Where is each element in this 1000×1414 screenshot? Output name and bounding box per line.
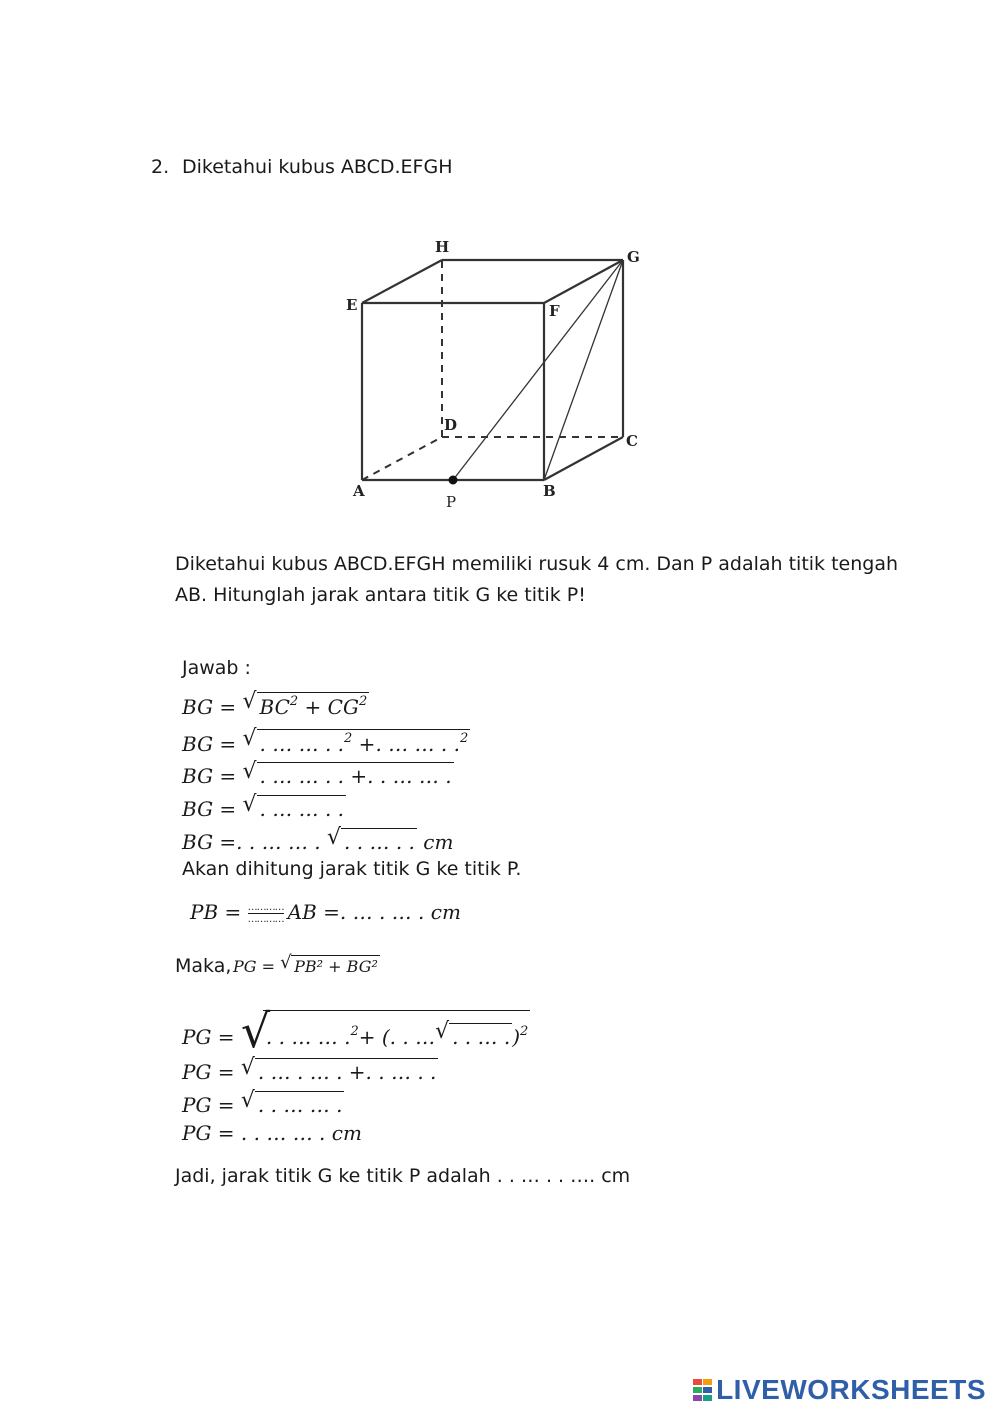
label-A: A (353, 482, 365, 500)
edge-BC (544, 437, 623, 480)
liveworksheets-logo: LIVEWORKSHEETS (693, 1374, 986, 1406)
label-D: D (444, 416, 458, 434)
question-title: Diketahui kubus ABCD.EFGH (182, 156, 453, 178)
bg-step-4-input[interactable]: . … … . . (257, 795, 347, 820)
maka-label: Maka, (175, 955, 232, 977)
segment-BG (544, 260, 623, 480)
label-H: H (435, 238, 450, 256)
label-G: G (627, 248, 640, 266)
label-E: E (346, 296, 358, 314)
bg-step-2: BG = √ . … … . .$^2$ +. … … . .$^2$ (182, 726, 469, 756)
jadi-conclusion: Jadi, jarak titik G ke titik P adalah . . … . . …. cm (175, 1165, 631, 1187)
maka-formula: PG = √ PB² + BG² (233, 952, 378, 976)
segment-PG (453, 260, 623, 480)
question-number: 2. (151, 156, 170, 178)
bg-step-5: BG =. . … … . √ . . … . . cm (182, 825, 454, 854)
pg-step-3: PG = √ . . … … . (182, 1088, 343, 1117)
point-P (449, 476, 458, 485)
label-P: P (446, 493, 457, 511)
liveworksheets-mark-icon (693, 1379, 713, 1401)
statement-line-2: AB. Hitunglah jarak antara titik G ke titik P! (175, 584, 586, 606)
cube-figure (340, 230, 660, 520)
edge-FG (544, 260, 623, 303)
pb-step: PB = $\frac{\dots\dots\dots\dots}{\dots\dots\dots\dots}$ AB =. … . … . cm (190, 900, 461, 925)
label-B: B (543, 482, 556, 500)
akan-dihitung-text: Akan dihitung jarak titik G ke titik P. (182, 858, 522, 880)
jadi-answer-input[interactable]: . . … . . …. cm (496, 1165, 631, 1187)
edge-EH (362, 260, 442, 303)
label-C: C (626, 432, 638, 450)
jawab-label: Jawab : (182, 657, 251, 679)
pg-step-3-input[interactable]: . . … … . (255, 1091, 345, 1116)
bg-step-3-input[interactable]: . … … . . +. . … … . (257, 762, 454, 787)
bg-step-1: BG = √ $BC^2 + CG^2$ (182, 689, 368, 719)
bg-step-3: BG = √ . … … . . +. . … … . (182, 759, 452, 788)
edge-AD (362, 437, 442, 480)
pg-step-2-input[interactable]: . … . … . +. . … . . (255, 1058, 438, 1083)
pb-fraction-input[interactable]: $\frac{\dots\dots\dots\dots}{\dots\dots\dots\dots}$ (247, 902, 284, 925)
statement-line-1: Diketahui kubus ABCD.EFGH memiliki rusuk 4 cm. Dan P adalah titik tengah (175, 553, 899, 575)
pg-step-4: PG = . . … … . cm (182, 1121, 362, 1145)
pg-step-2: PG = √ . … . … . +. . … . . (182, 1055, 437, 1084)
bg-step-4: BG = √ . … … . . (182, 792, 345, 821)
pg-step-1: PG = √ . . … … .$^2$+ (. . … √ . . … . )$^2$ (182, 1004, 529, 1058)
label-F: F (549, 302, 560, 320)
